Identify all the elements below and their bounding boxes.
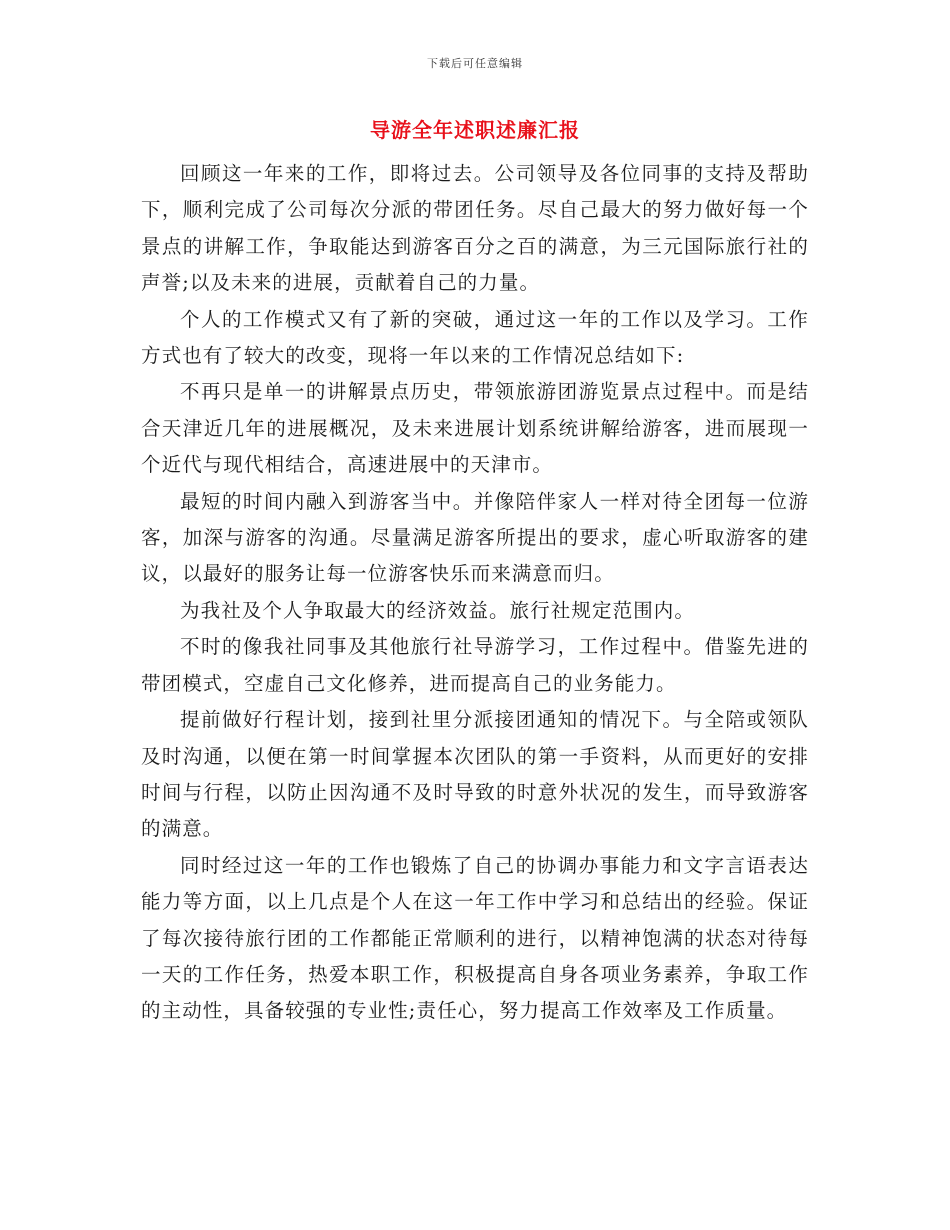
- paragraph-6: 不时的像我社同事及其他旅行社导游学习，工作过程中。借鉴先进的带团模式，空虚自己文化修养，进而提高自己的业务能力。: [141, 635, 809, 695]
- paragraph-1: 回顾这一年来的工作，即将过去。公司领导及各位同事的支持及帮助下，顺利完成了公司每次分派的带团任务。尽自己最大的努力做好每一个景点的讲解工作，争取能达到游客百分之百的满意，为三元国际旅行社的声誉;以及未来的进展，贡献着自己的力量。: [141, 162, 809, 295]
- paragraph-4: 最短的时间内融入到游客当中。并像陪伴家人一样对待全团每一位游客，加深与游客的沟通。尽量满足游客所提出的要求，虚心听取游客的建议，以最好的服务让每一位游客快乐而来满意而归。: [141, 489, 809, 586]
- paragraph-2: 个人的工作模式又有了新的突破，通过这一年的工作以及学习。工作方式也有了较大的改变，现将一年以来的工作情况总结如下:: [141, 307, 809, 368]
- document-title: 导游全年述职述廉汇报: [370, 118, 580, 142]
- header-note: 下载后可任意编辑: [427, 57, 523, 70]
- document-body: [141, 156, 809, 1030]
- paragraph-3: 不再只是单一的讲解景点历史，带领旅游团游览景点过程中。而是结合天津近几年的进展概况，及未来进展计划系统讲解给游客，进而展现一个近代与现代相结合，高速进展中的天津市。: [141, 380, 809, 477]
- paragraph-8: 同时经过这一年的工作也锻炼了自己的协调办事能力和文字言语表达能力等方面，以上几点是个人在这一年工作中学习和总结出的经验。保证了每次接待旅行团的工作都能正常顺利的进行，以精神饱满的状态对待每一天的工作任务，热爱本职工作，积极提高自身各项业务素养，争取工作的主动性，具备较强的专业性;责任心，努力提高工作效率及工作质量。: [141, 853, 809, 1023]
- paragraph-7: 提前做好行程计划，接到社里分派接团通知的情况下。与全陪或领队及时沟通，以便在第一时间掌握本次团队的第一手资料，从而更好的安排时间与行程，以防止因沟通不及时导致的时意外状况的发生，而导致游客的满意。: [141, 708, 809, 841]
- paragraph-5: 为我社及个人争取最大的经济效益。旅行社规定范围内。: [180, 598, 696, 622]
